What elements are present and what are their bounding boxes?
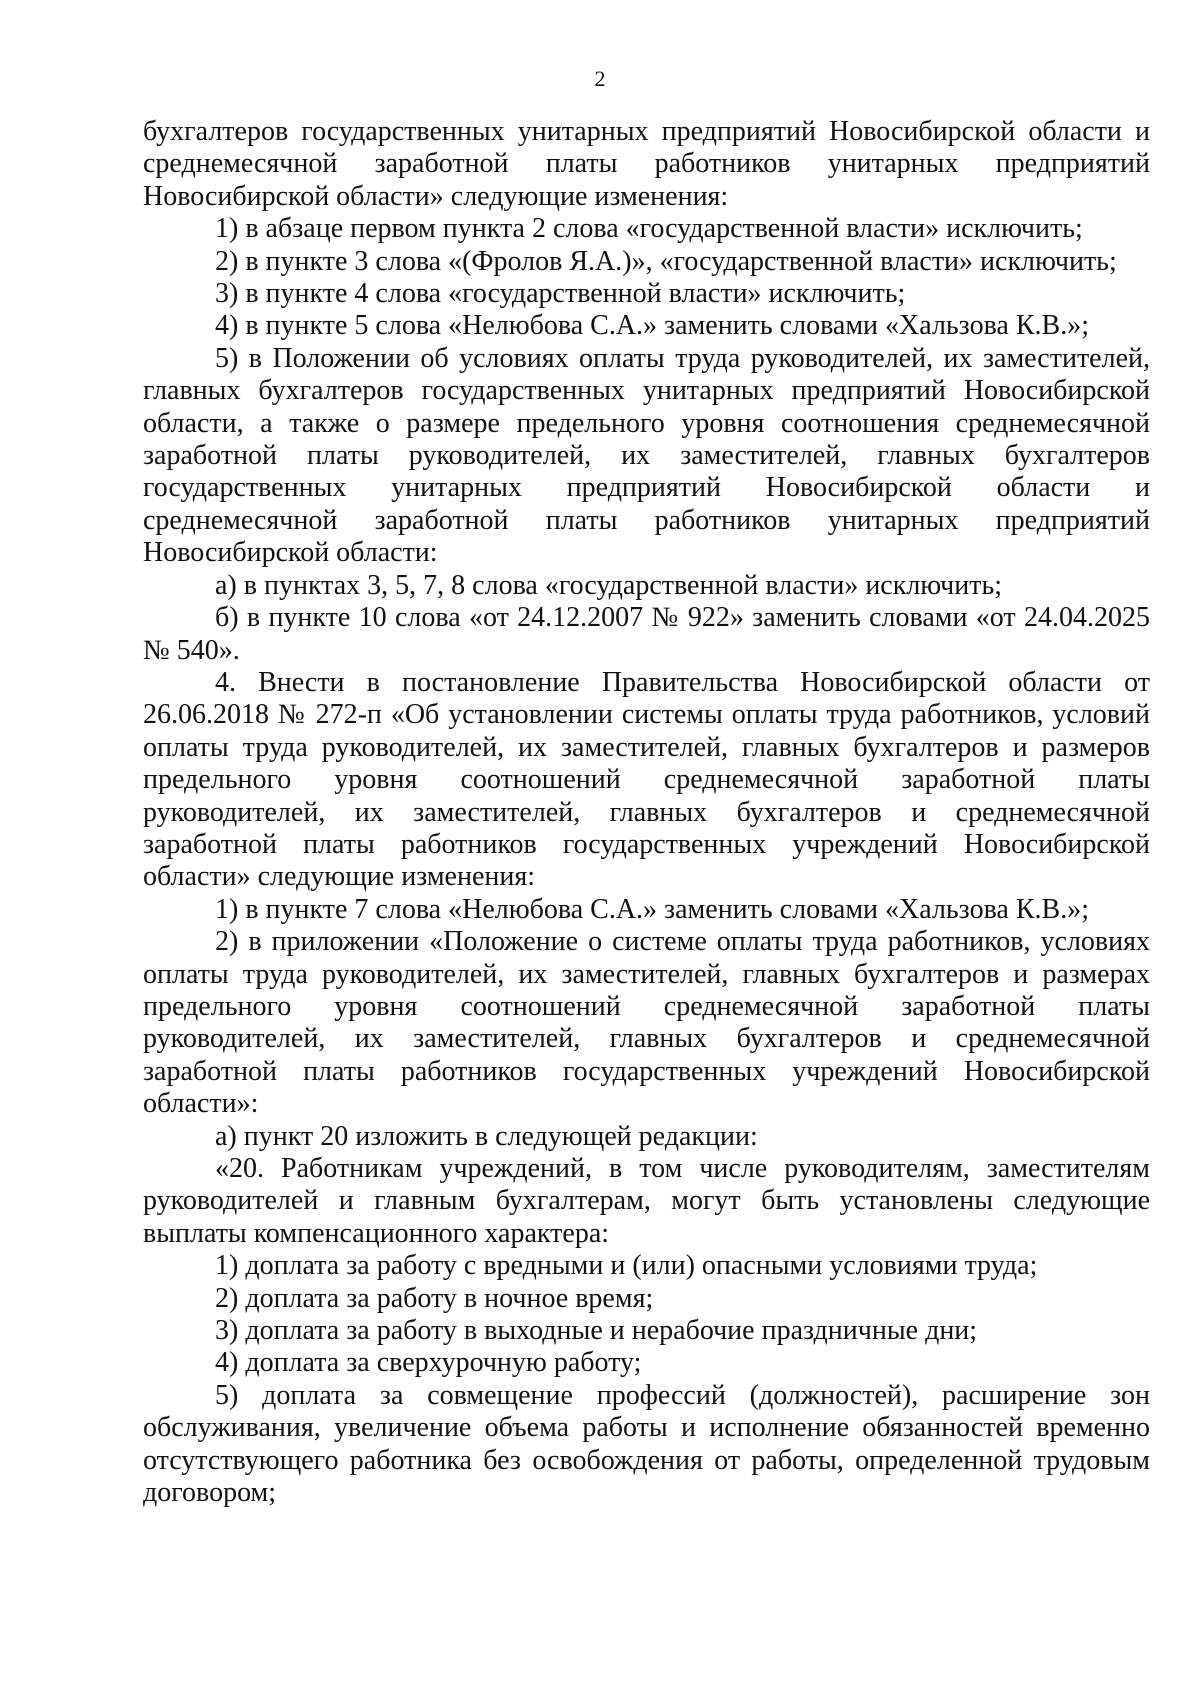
paragraph-payment-3: 3) доплата за работу в выходные и нерабочие праздничные дни; xyxy=(215,1315,978,1347)
paragraph-item-2: 2) в пункте 3 слова «(Фролов Я.А.)», «государственной власти» исключить; xyxy=(215,245,1117,277)
paragraph-payment-4: 4) доплата за сверхурочную работу; xyxy=(215,1347,642,1379)
paragraph-item-1: 1) в абзаце первом пункта 2 слова «государственной власти» исключить; xyxy=(215,213,1083,245)
paragraph-item-5: 5) в Положении об условиях оплаты труда руководителей, их заместителей, главных бухгалтеров государственных унитарных предприятий Новосибирской области, а также о размере предельного уровня соотношения среднемесячной заработной платы руководителей, их заместителей, главных бухгалтеров государственных унитарных предприятий Новосибирской области и среднемесячной заработной платы работников унитарных предприятий Новосибирской области: xyxy=(143,342,1150,569)
paragraph-subitem-b: б) в пункте 10 слова «от 24.12.2007 № 922» заменить словами «от 24.04.2025 № 540». xyxy=(143,602,1150,666)
paragraph-item-4: 4) в пункте 5 слова «Нелюбова С.А.» заменить словами «Хальзова К.В.»; xyxy=(215,310,1089,342)
paragraph-subitem-a: а) в пунктах 3, 5, 7, 8 слова «государственной власти» исключить; xyxy=(215,569,1003,601)
paragraph-quoted-item-20: «20. Работникам учреждений, в том числе руководителям, заместителям руководителей и главным бухгалтерам, могут быть установлены следующие выплаты компенсационного характера: xyxy=(143,1153,1150,1249)
page-number: 2 xyxy=(594,66,606,91)
paragraph-section-4-item-2: 2) в приложении «Положение о системе оплаты труда работников, условиях оплаты труда руководителей, их заместителей, главных бухгалтеров и размерах предельного уровня соотношений среднемесячной заработной платы руководителей, их заместителей, главных бухгалтеров и среднемесячной заработной платы работников государственных учреждений Новосибирской области»: xyxy=(143,926,1150,1120)
paragraph-continuation: бухгалтеров государственных унитарных предприятий Новосибирской области и среднемесячной заработной платы работников унитарных предприятий Новосибирской области» следующие изменения: xyxy=(143,116,1150,212)
paragraph-item-3: 3) в пункте 4 слова «государственной власти» исключить; xyxy=(215,278,906,310)
document-body xyxy=(143,116,1150,1509)
paragraph-section-4: 4. Внести в постановление Правительства Новосибирской области от 26.06.2018 № 272-п «Об установлении системы оплаты труда работников, условий оплаты труда руководителей, их заместителей, главных бухгалтеров и размеров предельного уровня соотношений среднемесячной заработной платы руководителей, их заместителей, главных бухгалтеров и среднемесячной заработной платы работников государственных учреждений Новосибирской области» следующие изменения: xyxy=(143,666,1150,893)
paragraph-section-4-item-1: 1) в пункте 7 слова «Нелюбова С.А.» заменить словами «Хальзова К.В.»; xyxy=(215,893,1089,925)
paragraph-subitem-a-2: а) пункт 20 изложить в следующей редакции: xyxy=(215,1120,758,1152)
paragraph-payment-5: 5) доплата за совмещение профессий (должностей), расширение зон обслуживания, увеличение объема работы и исполнение обязанностей временно отсутствующего работника без освобождения от работы, определенной трудовым договором; xyxy=(143,1379,1150,1509)
paragraph-payment-2: 2) доплата за работу в ночное время; xyxy=(215,1282,654,1314)
paragraph-payment-1: 1) доплата за работу с вредными и (или) опасными условиями труда; xyxy=(215,1250,1038,1282)
